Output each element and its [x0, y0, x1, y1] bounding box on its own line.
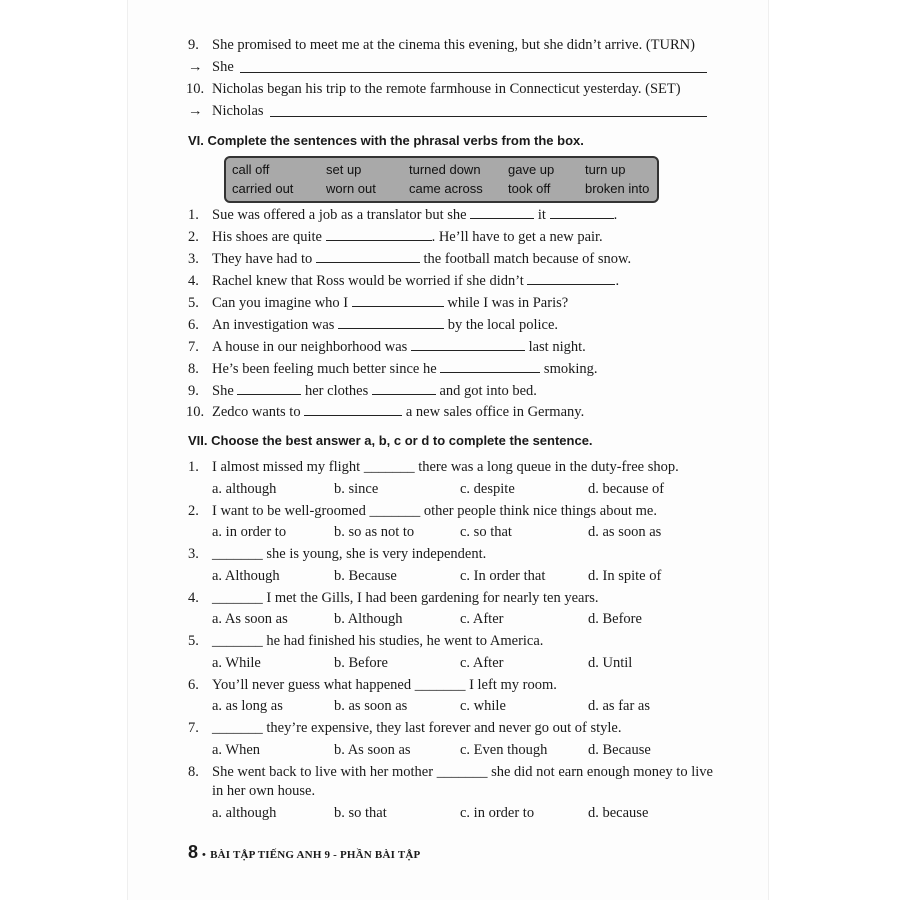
s7-question-number: 5.: [188, 633, 199, 649]
s7-option: b. As soon as: [334, 742, 411, 758]
s7-question-text: _______ they’re expensive, they last forever and never go out of style.: [212, 720, 622, 736]
s7-option: d. Before: [588, 611, 642, 627]
s7-question-text: I want to be well-groomed _______ other people think nice things about me.: [212, 503, 657, 519]
s7-option: a. When: [212, 742, 261, 758]
s7-question-number: 7.: [188, 720, 199, 736]
s7-option: c. while: [460, 698, 506, 714]
s6-item-text: Sue was offered a job as a translator but she it .: [212, 207, 618, 223]
s7-question-number: 2.: [188, 503, 199, 519]
s6-item-number: 3.: [188, 251, 199, 267]
s7-option: a. although: [212, 805, 277, 821]
s6-item-number: 7.: [188, 339, 199, 355]
s6-item-text: Zedco wants to a new sales office in Germany.: [212, 404, 585, 420]
rewrite-q9-start: She: [212, 59, 234, 75]
s6-item-text: An investigation was by the local police.: [212, 317, 559, 333]
s7-question-text: I almost missed my flight _______ there was a long queue in the duty-free shop.: [212, 459, 679, 475]
box-word: turned down: [409, 162, 481, 177]
s6-item-text: They have had to the football match because of snow.: [212, 251, 632, 267]
book-title: BÀI TẬP TIẾNG ANH 9 - PHẦN BÀI TẬP: [210, 849, 421, 861]
section-6-heading: VI. Complete the sentences with the phrasal verbs from the box.: [188, 133, 584, 148]
s7-option: a. as long as: [212, 698, 283, 714]
s6-item-number: 4.: [188, 273, 199, 289]
s6-item-number: 10.: [186, 404, 205, 420]
section-7-heading: VII. Choose the best answer a, b, c or d to complete the sentence.: [188, 433, 593, 448]
s7-question-number: 6.: [188, 677, 199, 693]
box-word: call off: [232, 162, 270, 177]
s7-option: b. Because: [334, 568, 397, 584]
s7-option: d. Because: [588, 742, 651, 758]
s7-option: d. In spite of: [588, 568, 662, 584]
rewrite-q9-number: 9.: [188, 37, 199, 53]
s7-option: d. as soon as: [588, 524, 662, 540]
s7-option: c. in order to: [460, 805, 535, 821]
s6-item-text: A house in our neighborhood was last night.: [212, 339, 586, 355]
rewrite-q9-text: She promised to meet me at the cinema this evening, but she didn’t arrive. (TURN): [212, 37, 695, 53]
s7-option: a. Although: [212, 568, 280, 584]
s6-item-text: His shoes are quite . He’ll have to get a new pair.: [212, 229, 603, 245]
s7-option: a. in order to: [212, 524, 287, 540]
box-word: came across: [409, 181, 483, 196]
s7-question-text: _______ I met the Gills, I had been gardening for nearly ten years.: [212, 590, 599, 606]
s7-question-text: She went back to live with her mother _______ she did not earn enough money to live: [212, 764, 713, 780]
s7-option: b. Although: [334, 611, 403, 627]
s6-item-number: 1.: [188, 207, 199, 223]
s7-question-text: _______ he had finished his studies, he went to America.: [212, 633, 544, 649]
box-word: gave up: [508, 162, 555, 177]
s7-question-text: _______ she is young, she is very independent.: [212, 546, 487, 562]
s7-option: d. Until: [588, 655, 633, 671]
s7-option: d. as far as: [588, 698, 651, 714]
s7-option: c. so that: [460, 524, 512, 540]
box-word: set up: [326, 162, 362, 177]
s6-item-number: 2.: [188, 229, 199, 245]
s7-option: a. As soon as: [212, 611, 288, 627]
s7-option: c. In order that: [460, 568, 546, 584]
rewrite-q10-start: Nicholas: [212, 103, 264, 119]
box-word: turn up: [585, 162, 626, 177]
rewrite-q10-text: Nicholas began his trip to the remote farmhouse in Connecticut yesterday. (SET): [212, 81, 681, 97]
s7-question-text-cont: in her own house.: [212, 783, 316, 799]
s7-option: b. since: [334, 481, 379, 497]
s7-option: a. While: [212, 655, 261, 671]
box-word: took off: [508, 181, 551, 196]
s7-option: c. despite: [460, 481, 515, 497]
rewrite-q10-arrow: →: [188, 103, 203, 119]
page-number: 8: [188, 842, 199, 862]
s6-item-text: Rachel knew that Ross would be worried if she didn’t .: [212, 273, 620, 289]
rewrite-q10-number: 10.: [186, 81, 205, 97]
box-word: worn out: [326, 181, 376, 196]
s7-option: b. so that: [334, 805, 387, 821]
s7-question-number: 3.: [188, 546, 199, 562]
s7-question-number: 8.: [188, 764, 199, 780]
s7-option: c. Even though: [460, 742, 548, 758]
s7-option: b. so as not to: [334, 524, 415, 540]
s7-option: c. After: [460, 611, 504, 627]
s6-item-text: Can you imagine who I while I was in Paris?: [212, 295, 569, 311]
phrasal-verb-box: [224, 156, 659, 203]
s6-item-number: 9.: [188, 383, 199, 399]
s6-item-text: She her clothes and got into bed.: [212, 383, 537, 399]
rewrite-q10-answer-line: [270, 116, 707, 117]
s6-item-text: He’s been feeling much better since he smoking.: [212, 361, 598, 377]
s6-item-number: 8.: [188, 361, 199, 377]
s7-question-number: 4.: [188, 590, 199, 606]
s7-question-number: 1.: [188, 459, 199, 475]
s7-option: d. because: [588, 805, 649, 821]
s7-option: c. After: [460, 655, 504, 671]
s7-question-text: You’ll never guess what happened _______ I left my room.: [212, 677, 557, 693]
s7-option: d. because of: [588, 481, 665, 497]
s7-option: b. as soon as: [334, 698, 408, 714]
s7-option: b. Before: [334, 655, 388, 671]
footer-bullet: •: [202, 849, 207, 861]
page-footer: [188, 842, 420, 863]
s6-item-number: 6.: [188, 317, 199, 333]
s6-item-number: 5.: [188, 295, 199, 311]
s7-option: a. although: [212, 481, 277, 497]
rewrite-q9-answer-line: [240, 72, 707, 73]
box-word: broken into: [585, 181, 650, 196]
box-word: carried out: [232, 181, 294, 196]
rewrite-q9-arrow: →: [188, 59, 203, 75]
